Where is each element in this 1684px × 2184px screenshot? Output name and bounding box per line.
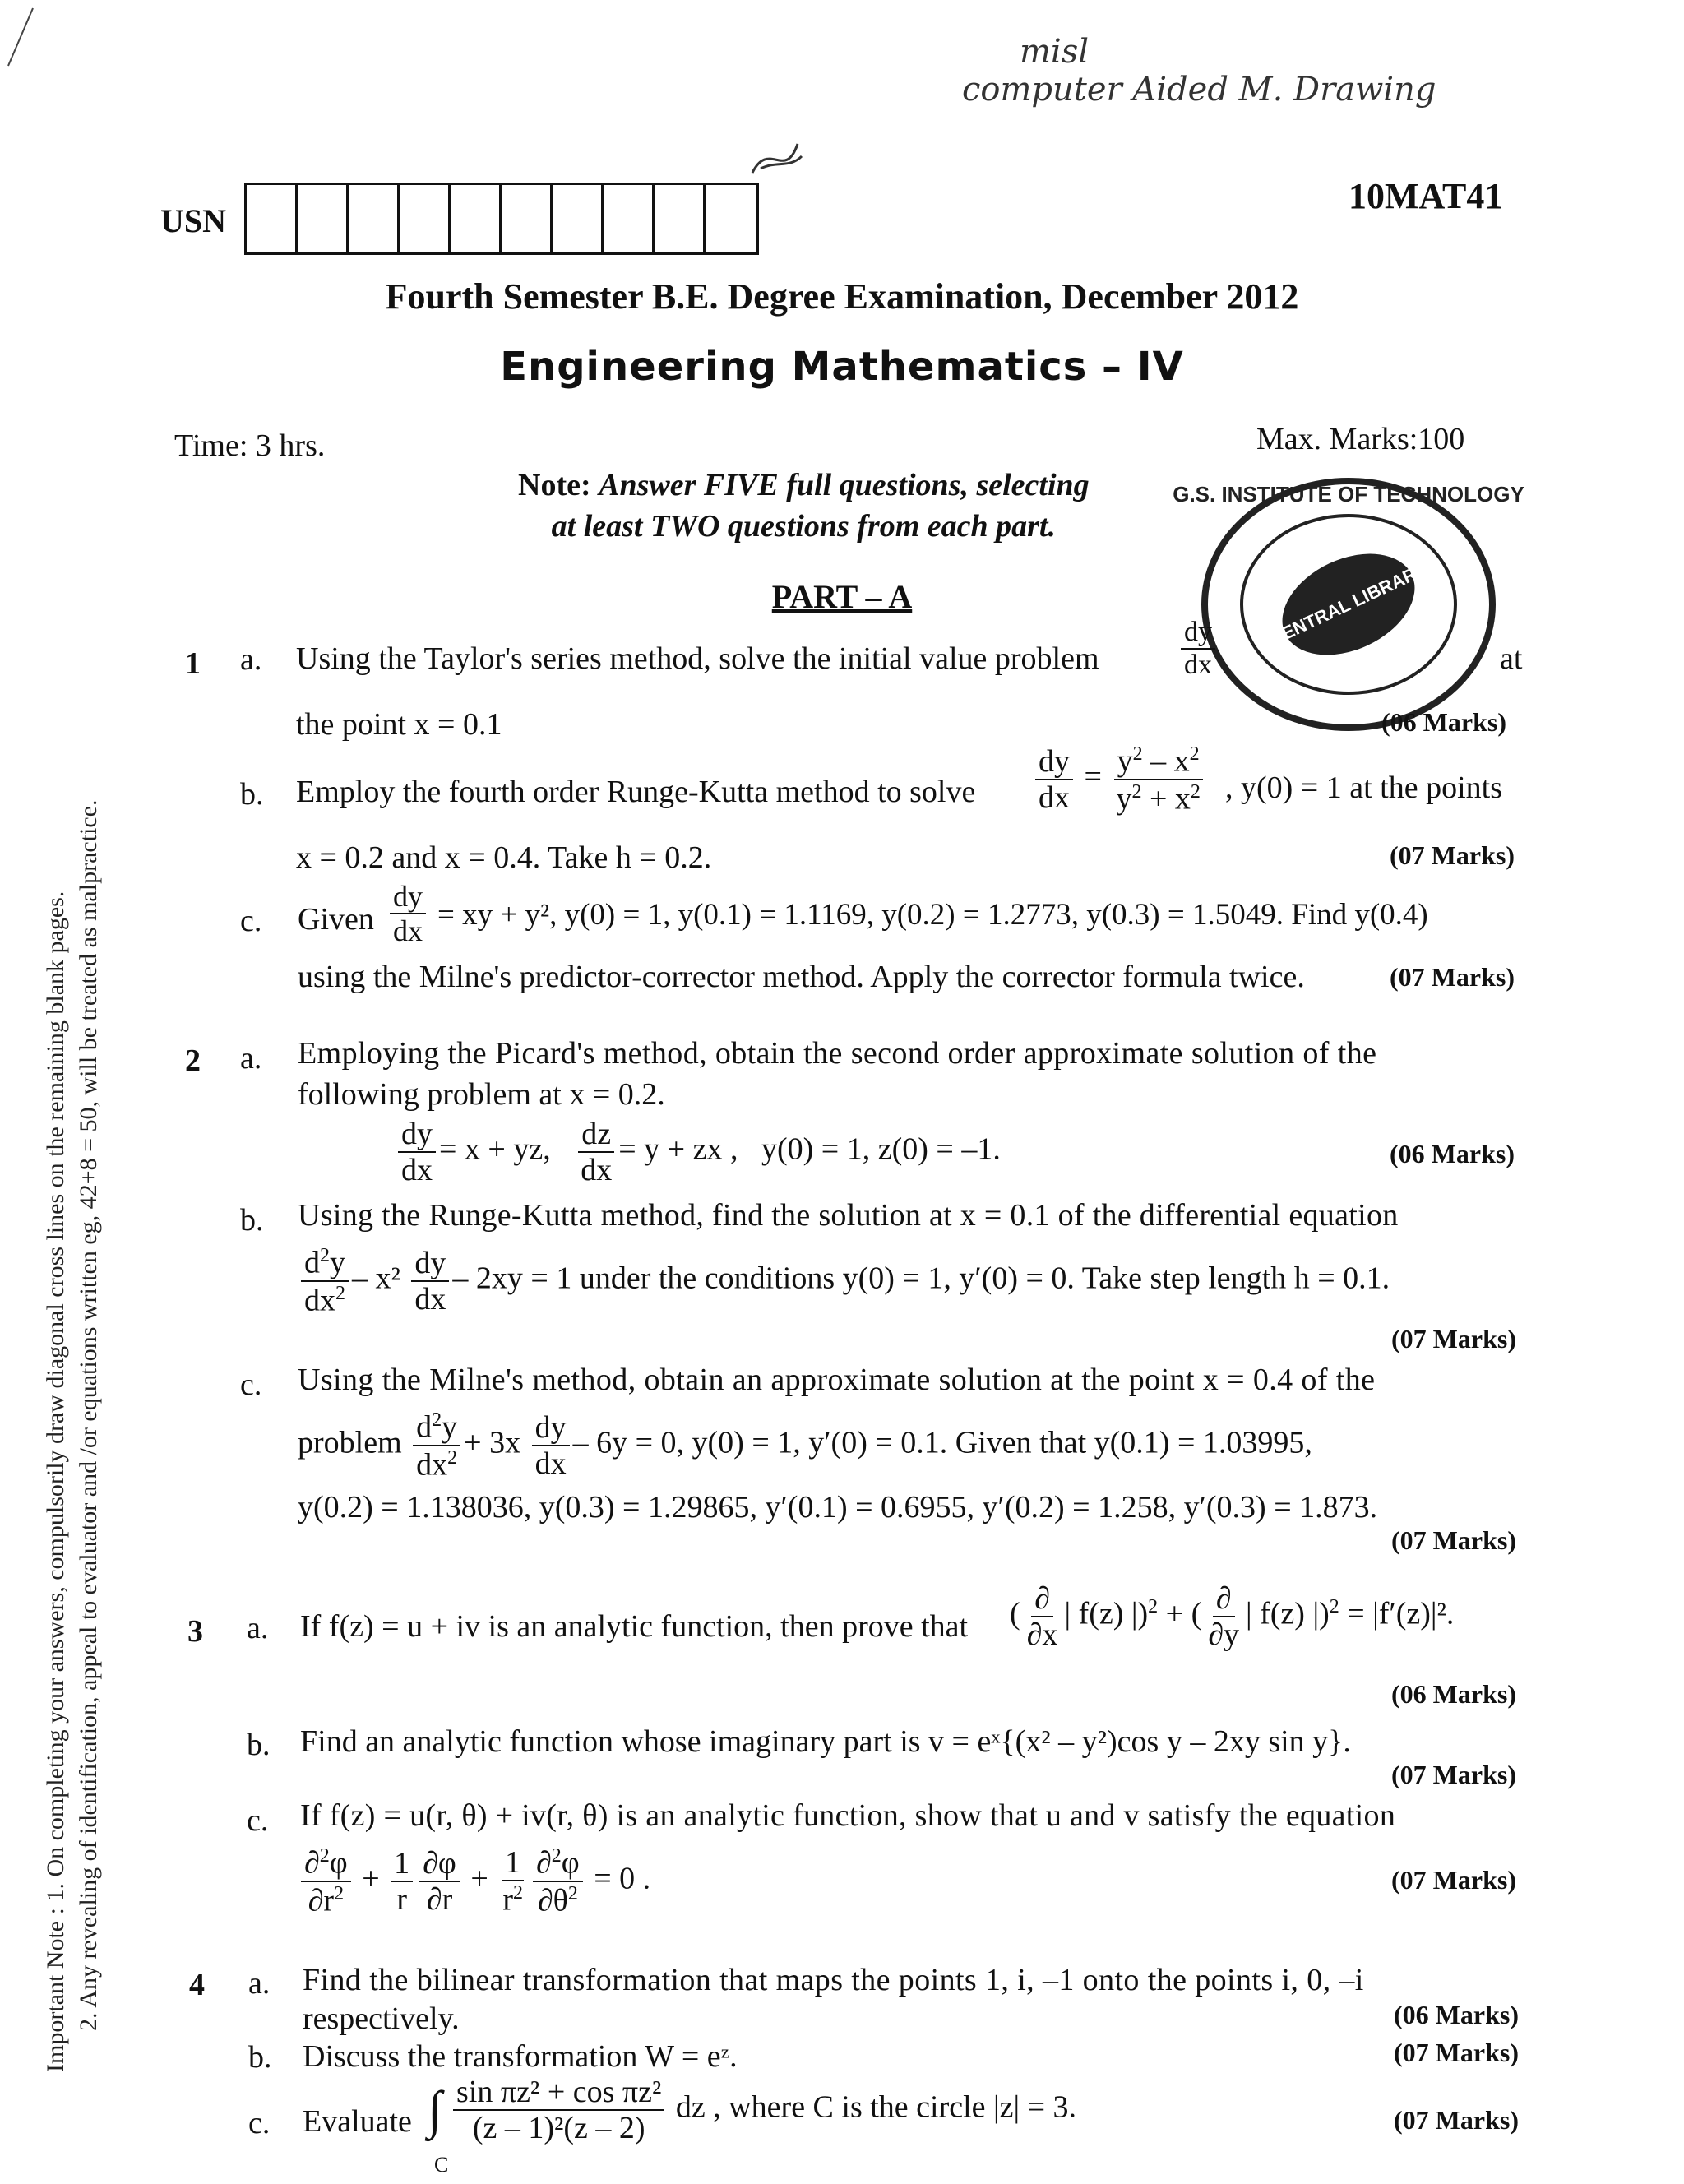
part-a-heading: PART – A [771,578,913,615]
q4c-integral [428,2076,1076,2144]
side-note-line-1: Important Note : 1. On completing your answers, compulsorily draw diagonal cross lines on the remaining blank pages. [42,891,69,2072]
question-letter: b. [247,1728,271,1762]
usn-cell [706,185,756,252]
q2c-text: Using the Milne's method, obtain an approximate solution at the point x = 0.4 of the [298,1363,1376,1397]
usn-cell [400,185,451,252]
q3c-eq-tail: = 0 . [594,1861,651,1896]
max-marks: Max. Marks:100 [1256,422,1465,456]
q4c-text: Evaluate [303,2104,412,2139]
usn-cell [502,185,553,252]
note-line-1: Answer FIVE full questions, selecting [599,468,1090,502]
q2b-marks: (07 Marks) [1391,1324,1516,1353]
q3a-text: If f(z) = u + iv is an analytic function, then prove that [300,1609,969,1644]
signature-scribble [744,123,810,189]
q1b-cont: x = 0.2 and x = 0.4. Take h = 0.2. [296,840,712,875]
question-letter: a. [240,1041,262,1076]
usn-cell [655,185,706,252]
question-letter: a. [248,1966,271,2001]
q3b-text: Find an analytic function whose imaginary part is v = eˣ{(x² – y²)cos y – 2xy sin y}. [300,1724,1351,1759]
side-note-line-2: 2. Any revealing of identification, appeal to evaluator and /or equations written eg, 42+8 = 50, will be treated as malpractice. [75,799,102,2031]
q2b-eq-mid: – x² [352,1261,400,1296]
q1c-marks: (07 Marks) [1390,962,1515,992]
q1a-after: at [1500,641,1523,676]
q1b-text: Employ the fourth order Runge-Kutta method to solve [296,775,976,809]
q2a-eq2: = y + zx , [618,1131,738,1167]
q1c-tail: = xy + y², y(0) = 1, y(0.1) = 1.1169, y(0.2) = 1.2773, y(0.3) = 1.5049. Find y(0.4) [437,898,1428,932]
stamp-ring-text: G.S. INSTITUTE OF TECHNOLOGY [1173,482,1524,507]
q1a-cont: the point x = 0.1 [296,707,502,742]
usn-cell [451,185,502,252]
q4a-marks: (06 Marks) [1394,2000,1519,2029]
question-letter: a. [240,642,262,677]
q1c-cont: using the Milne's predictor-corrector method. Apply the corrector formula twice. [298,960,1305,994]
q2c-eq-tail: – 6y = 0, y(0) = 1, y′(0) = 0.1. Given that y(0.1) = 1.03995, [572,1425,1312,1460]
q4c-marks: (07 Marks) [1394,2105,1519,2135]
q3a-marks: (06 Marks) [1391,1679,1516,1709]
note-line-2: at least TWO questions from each part. [551,509,1056,544]
q4b-text: Discuss the transformation W = eᶻ. [303,2039,738,2074]
stamp-center-text: CENTRAL LIBRARY [1266,558,1431,650]
q1c-fraction: $\frac{dy}{dx}$ [386,881,429,946]
q2c-cont: y(0.2) = 1.138036, y(0.3) = 1.29865, y′(0.1) = 0.6955, y′(0.2) = 1.258, y′(0.3) = 1.873. [298,1490,1378,1525]
usn-cell [553,185,604,252]
q2b-text: Using the Runge-Kutta method, find the solution at x = 0.1 of the differential equation [298,1198,1399,1233]
question-letter: b. [240,1203,264,1238]
q3b-marks: (07 Marks) [1391,1760,1516,1789]
question-number: 4 [189,1968,205,2002]
exam-title: Fourth Semester B.E. Degree Examination, December 2012 [385,276,1299,317]
q2b-equation: $\frac{d^2y}{dx^2}$ – x² $\frac{dy}{dx}$ – 2xy = 1 under the conditions y(0) = 1, y′(0) = 0. Take step length h = 0.1. [298,1246,1390,1316]
q2b-eq-tail: – 2xy = 1 under the conditions y(0) = 1, y′(0) = 0. Take step length h = 0.1. [452,1261,1390,1296]
q1a-marks: (06 Marks) [1381,707,1506,737]
question-letter: c. [240,1367,262,1402]
q2a-eq1: = x + yz, [439,1131,551,1167]
question-letter: c. [248,2106,271,2140]
question-number: 1 [185,646,201,681]
q2a-eq3: y(0) = 1, z(0) = –1. [761,1131,1001,1167]
q4c-numerator: sin πz² + cos πz² [453,2076,664,2111]
question-letter: b. [248,2040,272,2075]
question-letter: c. [240,904,262,938]
q2c-lead: problem [298,1425,402,1460]
q1a-text: Using the Taylor's series method, solve the initial value problem [296,641,1099,676]
q2c-equation: problem $\frac{d^2y}{dx^2}$ + 3x $\frac{dy}{dx}$ – 6y = 0, y(0) = 1, y′(0) = 0.1. Given that y(0.1) = 1.03995, [298,1409,1312,1483]
q3c-equation: $\frac{\partial^2\varphi}{\partial r^2}$ + $\frac{1}{r}$ $\frac{\partial\varphi}{\partial r}$ + $\frac{1}{r^2}$ $\frac{\partial^2\varphi}{\partial\theta^2}$ = 0 . [298,1846,650,1916]
q1a-fraction: $\frac{dy}{dx}$ [1177,618,1219,679]
important-side-note [39,551,105,2072]
q4c-tail: dz , where C is the circle |z| = 3. [675,2089,1077,2125]
q2a-marks: (06 Marks) [1390,1139,1515,1168]
note-label: Note: [518,468,591,502]
q3c-marks: (07 Marks) [1391,1865,1516,1895]
question-letter: c. [247,1803,269,1838]
q2a-text: Employing the Picard's method, obtain the second order approximate solution of the [298,1036,1377,1071]
q1b-equation: $\frac{dy}{dx}$ = $\frac{y^2 - x^2}{y^2 + x^2}$ [1032,744,1207,814]
corner-pen-mark [0,0,49,74]
subject-code: 10MAT41 [1349,176,1503,216]
q1b-tail: , y(0) = 1 at the points [1225,770,1502,805]
q4a-text: Find the bilinear transformation that maps the points 1, i, –1 onto the points i, 0, –i [303,1963,1364,1997]
usn-cell [349,185,400,252]
q4c-denominator: (z – 1)²(z – 2) [472,2111,645,2145]
q2a-cont: following problem at x = 0.2. [298,1077,665,1112]
question-letter: a. [247,1611,269,1645]
q3a-rhs: = |f′(z)|². [1347,1596,1455,1631]
q4a-cont: respectively. [303,2001,460,2036]
q2c-marks: (07 Marks) [1391,1525,1516,1555]
usn-label: USN [160,202,227,239]
usn-boxes [244,183,759,255]
question-letter: b. [240,777,264,812]
q3a-eq-y: | f(z) | [1246,1596,1320,1631]
q2a-equations: $\frac{dy}{dx}$ = x + yz, $\frac{dz}{dx}$ = y + zx , y(0) = 1, z(0) = –1. [395,1118,1001,1186]
q1c-text: Given [298,902,374,937]
subject-title: Engineering Mathematics – IV [500,344,1184,390]
question-number: 2 [185,1043,201,1078]
q3a-eq-x: | f(z) | [1064,1596,1138,1631]
usn-cell [298,185,349,252]
q3a-equation: ( $\frac{\partial}{\partial x}$ | f(z) |)$^2$ + ( $\frac{\partial}{\partial y}$ | f(z) |)$^2$ = |f′(z)|². [1010,1581,1455,1652]
q2c-eq-mid: + 3x [464,1425,521,1460]
handwritten-note-1: misl [1020,33,1090,71]
question-number: 3 [187,1614,203,1649]
q4b-marks: (07 Marks) [1394,2038,1519,2067]
usn-cell [247,185,298,252]
q3c-text: If f(z) = u(r, θ) + iv(r, θ) is an analytic function, show that u and v satisfy the equation [300,1798,1396,1833]
q4c-contour-label: C [434,2153,449,2177]
q1b-marks: (07 Marks) [1390,840,1515,870]
instruction-note [518,465,1090,547]
exam-time: Time: 3 hrs. [174,428,326,463]
integral-symbol: ∫ [428,2080,442,2139]
usn-cell [604,185,655,252]
handwritten-note-2: computer Aided M. Drawing [962,71,1436,109]
